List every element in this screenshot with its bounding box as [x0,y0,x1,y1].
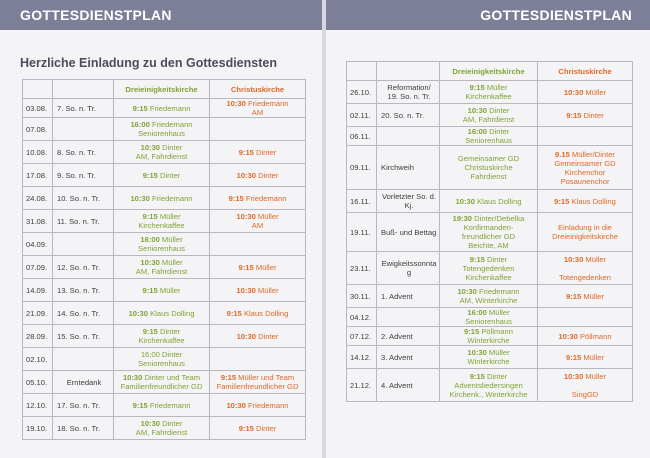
table-row [23,141,306,164]
dreieinigkeitskirche-cell [114,164,210,187]
dreieinigkeitskirche-cell [440,346,538,369]
service-time: 9:15 [132,103,148,113]
christuskirche-cell [538,327,633,346]
service-time: 10:30 [558,331,578,341]
service-detail: Friedemann [476,287,520,296]
service-time: 16:00 [467,308,487,317]
date-cell: 02.10. [23,348,53,371]
day-cell [53,348,114,371]
service-time: 9:15 [228,193,244,203]
service-detail: Kirchenchor [564,167,606,177]
service-detail: Dinter [484,254,508,264]
service-detail: Dinter [253,147,277,157]
table-row [23,417,306,440]
service-detail: Dinter [157,170,181,180]
dreieinigkeitskirche-cell [114,99,210,118]
day-cell: Erntedank [53,371,114,394]
christuskirche-cell [538,346,633,369]
table-row [23,118,306,141]
service-time: 9:15 [566,110,582,120]
service-time: 9:15 [238,147,254,157]
service-detail: Seniorenhaus [138,129,185,138]
dreieinigkeitskirche-cell [440,104,538,127]
service-detail: Klaus Dolling [569,196,616,206]
service-time: 10:30 [226,400,246,410]
service-time: 10:30 [563,87,584,97]
table-row [347,252,633,285]
service-time: 9:15 [142,212,158,221]
christuskirche-cell [210,99,306,118]
day-cell [377,327,440,346]
service-detail: Müller [255,285,279,295]
service-detail: Müller [157,285,181,295]
service-detail: Gemeinsamer GD [457,154,520,163]
service-detail: Friedemann [243,193,287,203]
service-detail: Konfirmanden- [463,223,514,232]
header-christuskirche: Christuskirche [210,80,306,99]
service-detail: Dinter [157,327,181,336]
table-row [23,348,306,371]
service-detail: AM [251,108,264,117]
service-detail: Seniorenhaus [138,359,185,368]
service-detail: Pöllmann [479,327,513,336]
service-detail: Kirchenkaffee [138,336,185,345]
christuskirche-cell [210,417,306,440]
christuskirche-cell [538,252,633,285]
service-detail: Müller [157,212,181,221]
service-detail: Pöllmann [577,331,612,341]
service-detail: Totengedenken [559,272,611,282]
dreieinigkeitskirche-cell [114,141,210,164]
service-detail: Müller [255,212,279,221]
header-dreieinigkeitskirche: Dreieinigkeitskirche [440,62,538,81]
left-page-header: GOTTESDIENSTPLAN [0,0,322,30]
day-label: Ewigkeitssonnta [381,259,437,268]
service-time: 9:15 [469,371,485,381]
service-time: 10:30 [467,106,488,115]
service-time: 9.15 [555,149,570,159]
dreieinigkeitskirche-cell [114,187,210,210]
day-cell [53,233,114,256]
service-detail: Totengedenken [462,263,515,273]
right-page [326,0,650,458]
service-detail: Friedemann [147,400,191,410]
day-cell [377,308,440,327]
service-detail: Einladung in die [557,223,613,232]
table-row [347,213,633,252]
dreieinigkeitskirche-cell [440,327,538,346]
dreieinigkeitskirche-cell [114,256,210,279]
service-detail: Friedemann [245,99,289,108]
service-time: 10:30 [563,254,584,264]
service-time: 10:30 [140,258,160,267]
service-time: 19:30 [452,214,473,223]
day-cell [377,213,440,252]
service-detail: AM, Fahrdienst [462,115,515,124]
service-time: 9:15 [142,327,158,336]
christuskirche-cell [210,118,306,141]
service-detail: Müller [583,254,607,264]
service-detail: Dinter [256,170,279,180]
service-detail: Müller [581,352,604,362]
day-cell [377,127,440,146]
date-cell: 03.08. [23,99,53,118]
date-cell: 14.12. [347,346,377,369]
dreieinigkeitskirche-cell [114,210,210,233]
table-row [347,127,633,146]
christuskirche-cell [538,127,633,146]
date-cell: 14.09. [23,279,53,302]
service-time: 9:15 [238,423,254,433]
day-cell [377,285,440,308]
christuskirche-cell [538,190,633,213]
service-detail: Klaus Dolling [148,308,195,318]
day-label: Kj. [404,201,414,210]
service-detail: Müller [159,235,183,244]
service-detail: Familienfreundlicher GD [120,382,203,391]
service-detail: Kirchenkaffee [138,221,185,230]
table-row [347,346,633,369]
date-cell: 07.12. [347,327,377,346]
day-label: g [406,268,412,277]
day-label: Kirchweih [381,163,414,172]
service-detail: Klaus Dolling [241,308,289,318]
service-detail: Beichte, AM [468,241,509,250]
christuskirche-cell [210,256,306,279]
service-time: 9:15 [132,400,148,410]
date-cell: 04.09. [23,233,53,256]
christuskirche-cell [538,146,633,190]
dreieinigkeitskirche-cell [440,146,538,190]
service-time: 10:30 [140,143,161,152]
table-row [347,81,633,104]
table-row [23,164,306,187]
dreieinigkeitskirche-cell [114,302,210,325]
dreieinigkeitskirche-cell [440,190,538,213]
table-row [23,279,306,302]
christuskirche-cell [210,371,306,394]
christuskirche-cell [210,279,306,302]
day-label: Buß- und Bettag [381,227,437,237]
table-row [347,104,633,127]
date-cell: 06.11. [347,127,377,146]
dreieinigkeitskirche-cell [114,233,210,256]
day-cell: 11. So. n. Tr. [53,210,114,233]
service-detail: AM, Winterkirche [459,296,518,305]
service-detail: SingGD [571,389,599,399]
dreieinigkeitskirche-cell [114,417,210,440]
service-detail: Seniorenhaus [465,136,512,145]
service-time: 9:15 [226,308,242,318]
date-cell: 26.10. [347,81,377,104]
dreieinigkeitskirche-cell [114,325,210,348]
service-detail: Familienfreundlicher GD [216,382,299,391]
date-cell: 07.09. [23,256,53,279]
table-header-row [347,62,633,81]
day-cell [377,252,440,285]
service-time: 9:15 [238,262,254,272]
service-detail: Dinter [581,110,604,120]
left-page [0,0,322,458]
service-time: 9:15 [142,285,158,295]
dreieinigkeitskirche-cell [114,118,210,141]
day-cell: 18. So. n. Tr. [53,417,114,440]
table-row [23,233,306,256]
service-time: 10:30 [563,371,584,381]
christuskirche-cell [210,210,306,233]
christuskirche-cell [210,394,306,417]
date-cell: 21.09. [23,302,53,325]
schedule-table-right [346,61,633,402]
service-detail: Dinter [487,127,510,136]
service-time: 10:30 [467,348,487,357]
day-cell: 10. So. n. Tr. [53,187,114,210]
dreieinigkeitskirche-cell [440,369,538,402]
table-header-row [23,80,306,99]
day-cell: 13. So. n. Tr. [53,279,114,302]
dreieinigkeitskirche-cell [440,285,538,308]
day-label: 1. Advent [381,291,413,301]
day-cell: 17. So. n. Tr. [53,394,114,417]
service-detail: Dinter und Team [142,373,201,382]
table-row [347,146,633,190]
day-cell [53,118,114,141]
service-time: 9:15 [142,170,158,180]
service-detail: Winterkirche [467,336,510,345]
table-row [347,190,633,213]
day-cell [377,81,440,104]
day-cell [377,104,440,127]
service-detail: Friedemann [149,120,193,129]
table-row [23,394,306,417]
dreieinigkeitskirche-cell [440,308,538,327]
service-time: 9:15 [464,327,480,336]
date-cell: 31.08. [23,210,53,233]
table-row [23,256,306,279]
right-page-header: GOTTESDIENSTPLAN [326,0,650,30]
service-detail: Müller/Dinter [569,149,615,159]
dreieinigkeitskirche-cell [440,81,538,104]
day-cell [377,346,440,369]
service-time: 9:15 [220,373,237,382]
date-cell: 10.08. [23,141,53,164]
date-cell: 17.08. [23,164,53,187]
service-time: 16:00 [467,127,488,136]
service-time: 10:30 [236,170,257,180]
date-cell: 30.11. [347,285,377,308]
day-label: Reformation/ [387,83,431,92]
date-cell: 04.12. [347,308,377,327]
header-cell-date [347,62,377,81]
service-detail: Dinter [160,143,183,152]
dreieinigkeitskirche-cell [114,348,210,371]
day-cell: 14. So. n. Tr. [53,302,114,325]
table-row [23,302,306,325]
service-detail: freundlicher GD [461,232,516,241]
service-detail: Müller [159,258,183,267]
day-label: 4. Advent [381,380,413,390]
service-time: 10:30 [236,285,256,295]
day-cell: 15. So. n. Tr. [53,325,114,348]
service-detail: Kirchenk., Winterkirche [449,389,528,399]
dreieinigkeitskirche-cell [440,213,538,252]
date-cell: 28.09. [23,325,53,348]
header-christuskirche: Christuskirche [538,62,633,81]
date-cell: 23.11. [347,252,377,285]
table-row [23,99,306,118]
service-time: 10:30 [130,193,150,203]
service-time: 16:00 [140,235,160,244]
service-detail: Posaunenchor [560,176,610,186]
date-cell: 07.08. [23,118,53,141]
day-label: Vorletzter So. d. [381,192,437,201]
date-cell: 21.12. [347,369,377,402]
service-detail: Klaus Dolling [475,196,522,206]
service-detail: Seniorenhaus [138,244,185,253]
service-detail: Müller [253,262,277,272]
date-cell: 05.10. [23,371,53,394]
service-detail: Fahrdienst [470,172,507,181]
table-row [347,369,633,402]
christuskirche-cell [538,308,633,327]
service-time: 16:00 [130,120,150,129]
service-time: 10:30 [128,308,148,318]
dreieinigkeitskirche-cell [440,127,538,146]
service-detail: Kirchenkaffee [465,272,512,282]
day-label: 3. Advent [381,352,413,362]
service-detail: Friedemann [147,103,191,113]
header-cell-date [23,80,53,99]
service-time: 10:30 [457,287,477,296]
date-cell: 16.11. [347,190,377,213]
christuskirche-cell [538,104,633,127]
service-detail: Gemeinsamer GD [554,158,616,168]
service-detail: 16:00 Dinter [140,350,183,359]
header-cell-day [377,62,440,81]
christuskirche-cell [538,369,633,402]
service-detail: AM [251,221,264,230]
christuskirche-cell [210,233,306,256]
day-cell [377,369,440,402]
service-detail: Dinter [160,419,183,428]
service-detail: Müller [486,308,510,317]
service-time: 9:15 [566,352,582,362]
day-cell: 7. So. n. Tr. [53,99,114,118]
day-cell [377,190,440,213]
table-row [347,285,633,308]
date-cell: 19.10. [23,417,53,440]
service-detail: Adventsliedersingen [454,380,523,390]
service-detail: Müller [583,87,607,97]
header-dreieinigkeitskirche: Dreieinigkeitskirche [114,80,210,99]
service-detail: Dinter [484,371,508,381]
service-time: 9:15 [469,254,485,264]
table-row [23,187,306,210]
service-detail: Müller [581,291,604,301]
service-detail: Friedemann [149,193,193,203]
day-cell: 12. So. n. Tr. [53,256,114,279]
service-detail: Winterkirche [467,357,510,366]
christuskirche-cell [210,187,306,210]
invitation-subtitle: Herzliche Einladung zu den Gottesdiensten [20,56,277,70]
service-time: 9:15 [469,83,485,92]
dreieinigkeitskirche-cell [440,252,538,285]
service-detail: Seniorenhaus [465,317,512,326]
service-detail: Dreieinigkeitskirche [552,232,618,241]
service-detail: Dinter [487,106,510,115]
service-detail: Christuskirche [464,163,513,172]
day-cell [377,146,440,190]
service-detail: Dinter/Debelka [472,214,525,223]
service-detail: AM, Fahrdienst [135,267,188,276]
service-detail: AM, Fahrdienst [135,428,188,437]
service-time: 10:30 [455,196,475,206]
service-detail: Müller und Team [236,373,295,382]
service-time: 10:30 [226,99,246,108]
christuskirche-cell [210,164,306,187]
service-detail: Kirchenkaffee [465,92,512,101]
christuskirche-cell [210,141,306,164]
date-cell: 19.11. [347,213,377,252]
header-cell-day [53,80,114,99]
service-detail: Müller [583,371,607,381]
date-cell: 09.11. [347,146,377,190]
service-time: 9:15 [554,196,570,206]
service-time: 9:15 [566,291,582,301]
date-cell: 12.10. [23,394,53,417]
christuskirche-cell [210,325,306,348]
service-detail: Dinter [253,423,277,433]
date-cell: 24.08. [23,187,53,210]
day-label: 2. Advent [381,331,413,341]
schedule-table-left [22,79,306,440]
day-cell: 9. So. n. Tr. [53,164,114,187]
table-row [23,325,306,348]
service-time: 10:30 [140,419,161,428]
christuskirche-cell [210,348,306,371]
dreieinigkeitskirche-cell [114,279,210,302]
service-detail: Müller [486,348,510,357]
service-detail: Friedemann [245,400,289,410]
day-label: 20. So. n. Tr. [381,110,425,120]
service-detail: Müller [484,83,508,92]
christuskirche-cell [538,213,633,252]
table-row [347,308,633,327]
day-label: 19. So. n. Tr. [387,92,431,101]
service-time: 10:30 [236,212,256,221]
dreieinigkeitskirche-cell [114,371,210,394]
christuskirche-cell [538,285,633,308]
christuskirche-cell [210,302,306,325]
dreieinigkeitskirche-cell [114,394,210,417]
christuskirche-cell [538,81,633,104]
date-cell: 02.11. [347,104,377,127]
table-row [23,371,306,394]
service-detail: Dinter [256,331,279,341]
table-row [347,327,633,346]
service-detail: AM, Fahrdienst [135,152,188,161]
service-time: 10:30 [236,331,257,341]
service-time: 10:30 [122,373,143,382]
day-cell: 8. So. n. Tr. [53,141,114,164]
table-row [23,210,306,233]
